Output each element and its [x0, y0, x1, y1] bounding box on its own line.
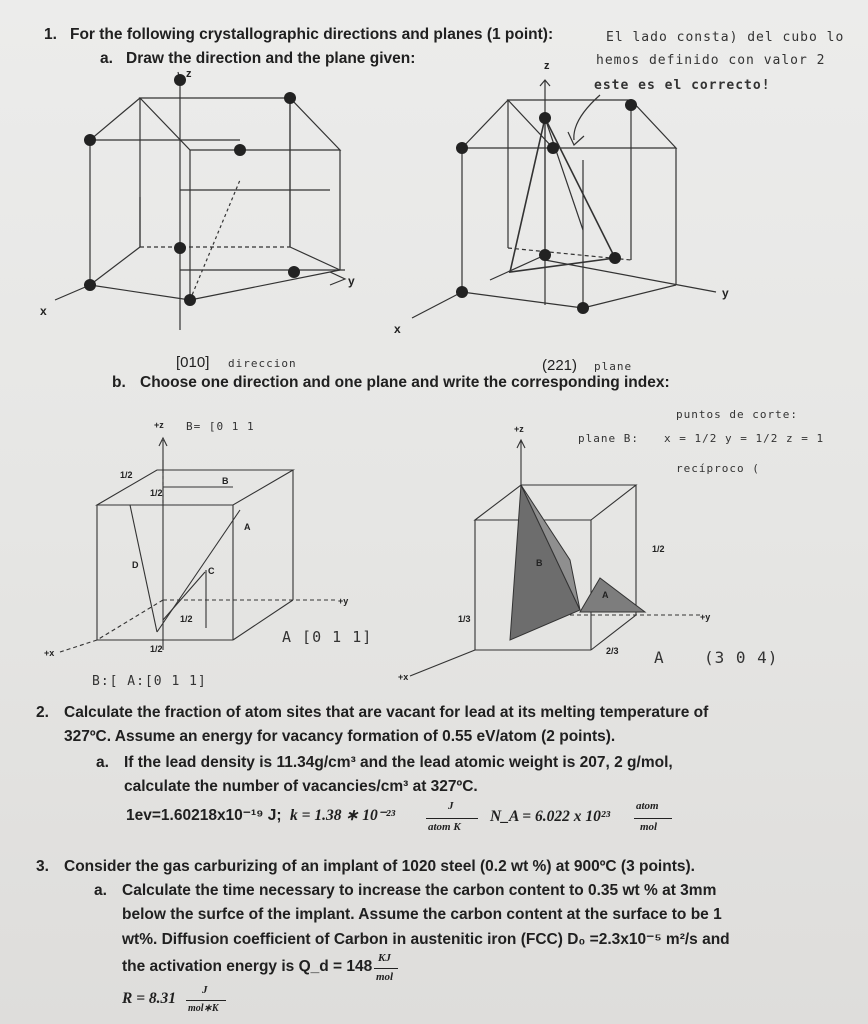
fig1-caption-hw: direccion	[228, 357, 297, 370]
q1b-label: b.	[112, 374, 126, 391]
fig4-half: 1/2	[652, 544, 665, 554]
fig3-half-1: 1/2	[120, 470, 133, 480]
fig4-label-b: B	[536, 558, 543, 568]
q3a-label: a.	[94, 882, 107, 899]
const-ev: 1ev=1.60218x10⁻¹⁹ J;	[126, 807, 282, 824]
r-text: R = 8.31	[122, 990, 177, 1007]
cube-chosen-direction	[60, 438, 335, 652]
fig1-y-label: y	[348, 274, 355, 288]
const-na-fraction-bar	[634, 818, 672, 819]
const-k: k = 1.38 ∗ 10⁻²³	[290, 807, 396, 824]
q3-line1: Consider the gas carburizing of an implant of 1020 steel (0.2 wt %) at 900ºC (3 points).	[64, 858, 695, 875]
answer-b-left: B:[ A:[0 1 1]	[92, 674, 207, 689]
fig3-label-c: C	[208, 566, 215, 576]
r-fraction-bar	[186, 1000, 226, 1001]
fig2-x-label: x	[394, 322, 401, 336]
note-line3: este es el correcto!	[594, 78, 771, 93]
q2-line2: 327ºC. Assume an energy for vacancy formation of 0.55 eV/atom (2 points).	[64, 728, 616, 745]
q1b-text: Choose one direction and one plane and write the corresponding index:	[140, 374, 670, 391]
answer-a-left: A [0 1 1]	[282, 628, 373, 646]
fig3-label-d: D	[132, 560, 139, 570]
q2a-line1: If the lead density is 11.34g/cm³ and the lead atomic weight is 207, 2 g/mol,	[124, 754, 673, 771]
fig1-x-label: x	[40, 304, 47, 318]
q-den: mol	[376, 971, 394, 983]
fig2-z-label: z	[544, 60, 550, 72]
q-fraction-bar	[374, 968, 398, 969]
answer-a-right-value: (3 0 4)	[704, 648, 779, 667]
q2a-line2: calculate the number of vacancies/cm³ at 327ºC.	[124, 778, 478, 795]
fig3-x-label: +x	[44, 648, 55, 658]
const-na: N_A = 6.022 x 10²³	[490, 808, 611, 825]
fig4-third: 1/3	[458, 614, 471, 624]
q2-number: 2.	[36, 704, 49, 721]
fig1-z-label: z	[186, 68, 192, 80]
cut-points: puntos de corte:	[676, 408, 798, 421]
const-na-den: mol	[640, 821, 658, 833]
fig4-z-label: +z	[514, 424, 524, 434]
b-equation: B= [0 1 1	[186, 420, 255, 433]
shaded-planes	[510, 485, 645, 640]
const-k-fraction-bar	[426, 818, 478, 819]
q-num: KJ	[378, 952, 391, 964]
q1a-text: Draw the direction and the plane given:	[126, 50, 416, 67]
plane-b-values: x = 1/2 y = 1/2 z = 1	[664, 432, 825, 445]
const-k-num: J	[448, 800, 454, 812]
q1-text: For the following crystallographic directions and planes (1 point):	[70, 26, 554, 43]
q3a-line3: wt%. Diffusion coefficient of Carbon in austenitic iron (FCC) D₀ =2.3x10⁻⁵ m²/s and	[122, 931, 730, 948]
fig3-half-3: 1/2	[180, 614, 193, 624]
fig4-x-label: +x	[398, 672, 409, 682]
fig3-half-4: 1/2	[150, 644, 163, 654]
q3-number: 3.	[36, 858, 49, 875]
fig3-y-label: +y	[338, 596, 349, 606]
reciprocal: recíproco (	[676, 462, 760, 475]
const-k-den: atom K	[428, 821, 461, 833]
fig3-half-2: 1/2	[150, 488, 163, 498]
fig1-caption: [010]	[176, 354, 210, 371]
plane-b: plane B:	[578, 432, 639, 445]
answer-a-right: A	[654, 648, 665, 667]
note-line1: El lado consta) del cubo lo	[606, 30, 845, 45]
const-na-num: atom	[636, 800, 659, 812]
q3a-line1: Calculate the time necessary to increase the carbon content to 0.35 wt % at 3mm	[122, 882, 717, 899]
q3a-line2: below the surfce of the implant. Assume the carbon content at the surface to be 1	[122, 906, 722, 923]
fig2-caption-hw: plane	[594, 360, 633, 373]
fig2-y-label: y	[722, 286, 729, 300]
fig4-label-a: A	[602, 590, 609, 600]
q3a-line4: the activation energy is Q_d = 148	[122, 958, 373, 975]
r-den: mol∗K	[188, 1003, 219, 1014]
note-line2: hemos definido con valor 2	[596, 53, 826, 68]
q2-line1: Calculate the fraction of atom sites that are vacant for lead at its melting temperature of	[64, 704, 709, 721]
fig3-z-label: +z	[154, 420, 164, 430]
r-num: J	[202, 984, 208, 996]
fig3-label-a: A	[244, 522, 251, 532]
q2a-label: a.	[96, 754, 109, 771]
fig4-two-thirds: 2/3	[606, 646, 619, 656]
q1-number: 1.	[44, 26, 57, 43]
fig4-y-label: +y	[700, 612, 711, 622]
fig2-caption: (221)	[542, 357, 578, 374]
q1a-label: a.	[100, 50, 113, 67]
fig3-label-b: B	[222, 476, 229, 486]
